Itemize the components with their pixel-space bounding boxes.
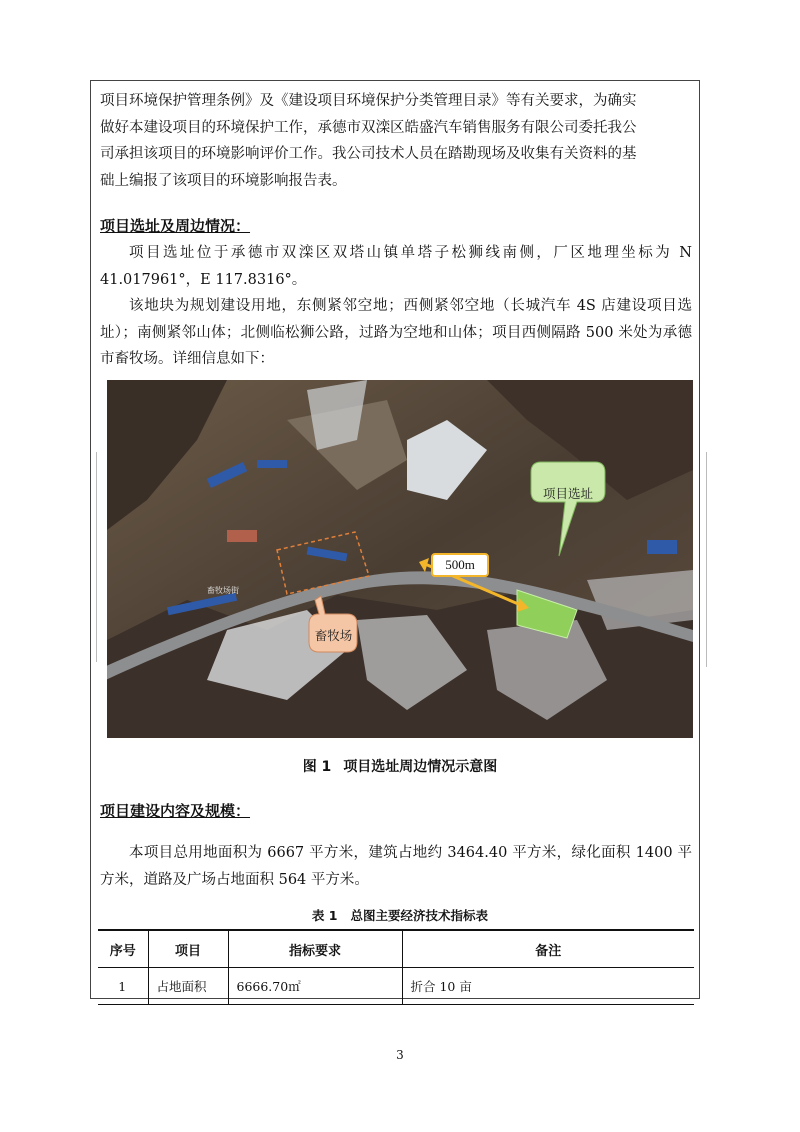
cell-serial: 1 [98,968,148,1005]
construction-paragraph: 本项目总用地面积为 6667 平方米，建筑占地约 3464.40 平方米，绿化面积 1400 平方米，道路及广场占地面积 564 平方米。 [100,845,692,888]
site-paragraph-2: 该地块为规划建设用地，东侧紧邻空地；西侧紧邻空地（长城汽车 4S 店建设项目选址）；南侧紧邻山体；北侧临松狮公路，过路为空地和山体；项目西侧隔路 500 米处为承德市畜牧场。详细信息如下： [100,298,692,367]
cell-remark: 折合 10 亩 [402,968,694,1005]
page-edge-mark-left [96,452,97,662]
map-label-small-road: 畜牧场街 [207,586,239,595]
header-remark: 备注 [402,930,694,968]
cell-requirement: 6666.70㎡ [228,968,402,1005]
table-row [98,968,694,1005]
map-label-distance: 500m [445,557,475,572]
intro-line-4: 础上编报了该项目的环境影响报告表。 [100,172,347,189]
intro-line-2: 做好本建设项目的环境保护工作，承德市双滦区皓盛汽车销售服务有限公司委托我公 [100,119,637,136]
header-requirement: 指标要求 [228,930,402,968]
indicator-table [98,929,694,1005]
intro-paragraph [100,88,692,194]
intro-line-1: 项目环境保护管理条例》及《建设项目环境保护分类管理目录》等有关要求，为确实 [100,93,637,109]
map-label-livestock-farm: 畜牧场 [314,628,353,643]
figure-title: 项目选址周边情况示意图 [343,759,498,775]
table-caption [0,906,800,924]
site-satellite-map [107,380,693,738]
construction-heading: 项目建设内容及规模： [100,802,251,820]
table-header-row [98,930,694,968]
figure-caption [0,756,800,776]
header-item: 项目 [148,930,228,968]
table-number: 表 1 [311,908,338,923]
site-heading: 项目选址及周边情况： [100,217,251,235]
table-title: 总图主要经济技术指标表 [350,908,489,923]
figure-number: 图 1 [302,759,332,775]
map-label-project-site: 项目选址 [542,486,593,501]
site-paragraph-1: 项目选址位于承德市双滦区双塔山镇单塔子松狮线南侧，厂区地理坐标为 N 41.017961°，E 117.8316°。 [100,245,692,288]
page-number: 3 [396,1048,404,1062]
page-edge-mark-right [706,452,707,667]
header-serial: 序号 [98,930,148,968]
intro-line-3: 司承担该项目的环境影响评价工作。我公司技术人员在踏勘现场及收集有关资料的基 [100,146,637,162]
satellite-image [107,380,693,738]
cell-item: 占地面积 [148,968,228,1005]
